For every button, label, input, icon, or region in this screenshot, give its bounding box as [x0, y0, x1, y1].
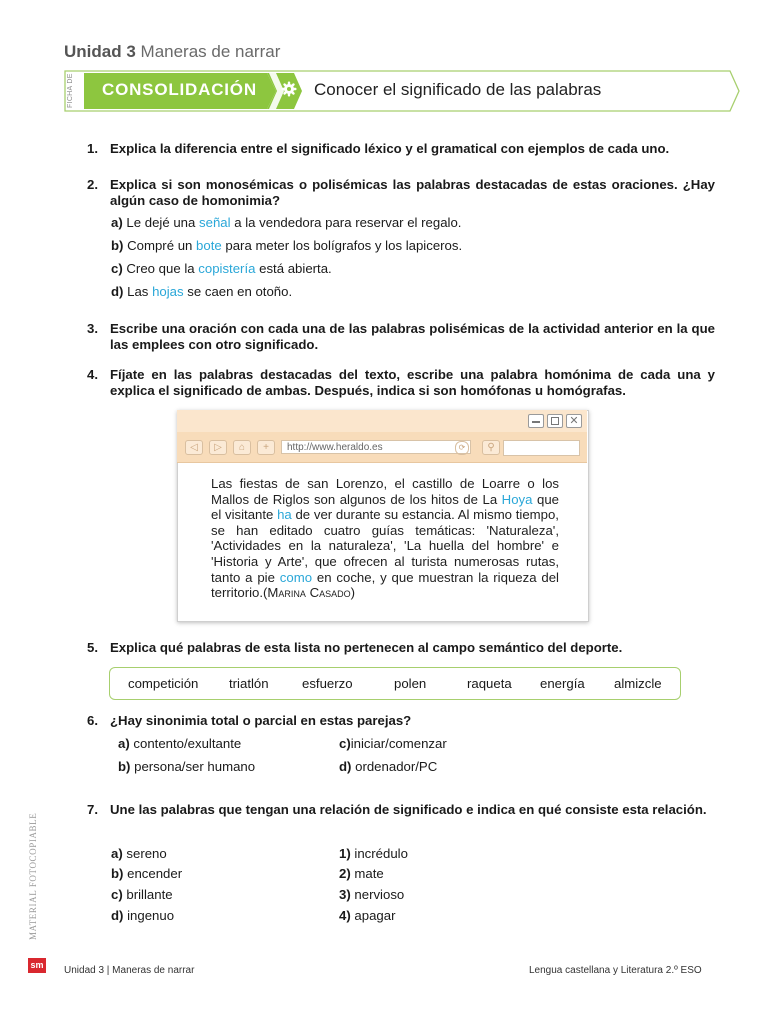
page-title: Conocer el significado de las palabras [314, 80, 602, 99]
question-text: Escribe una oración con cada una de las palabras polisémicas de la actividad anterior en la que las emplees con otro significado. [110, 321, 715, 352]
ficha-label: FICHA DE [67, 73, 74, 109]
forward-icon: ▷ [209, 440, 227, 455]
list-item: c) brillante [111, 887, 173, 902]
browser-search-field [503, 440, 580, 456]
publisher-logo: sm [28, 958, 46, 973]
question-text: ¿Hay sinonimia total o parcial en estas parejas? [110, 713, 412, 728]
question-7 [87, 802, 715, 834]
item-letter: a) [111, 846, 123, 861]
question-text: Fíjate en las palabras destacadas del texto, escribe una palabra homónima de cada una y explica el significado de ambas. Después, indica si son homófonas u homógrafas. [110, 367, 715, 398]
item-letter: b) [111, 866, 124, 881]
item-letter: a) [118, 736, 130, 751]
item-letter: 4) [339, 908, 351, 923]
question-number: 7. [87, 802, 98, 817]
highlighted-word: como [279, 569, 313, 585]
article-text: Las fiestas de san Lorenzo, el castillo de Loarre o los Mallos de Riglos son algunos de los hitos de La Hoya que el visitante ha de ver durante su estancia. Al mismo tiempo, se han editado cuatro guías temáticas: 'Naturaleza', 'Actividades en la naturaleza', 'La huella del hombre' e 'Historia y Arte', que ofrecen al turista numerosas rutas, tanto a pie como en coche, y que muestran la riqueza del territorio.(Marina Casado) [211, 476, 559, 601]
photocopiable-label: MATERIAL FOTOCOPIABLE [28, 812, 38, 940]
highlighted-word: Hoya [501, 491, 533, 507]
item-letter: 2) [339, 866, 351, 881]
question-number: 6. [87, 713, 98, 728]
item-letter: a) [111, 215, 123, 230]
word-item: competición [128, 676, 199, 691]
unit-name: Maneras de narrar [140, 42, 281, 61]
footer-unit: Unidad 3 | Maneras de narrar [64, 965, 195, 976]
question-6 [87, 713, 715, 729]
item-letter: d) [111, 908, 124, 923]
maximize-icon [547, 414, 563, 428]
list-item: b) persona/ser humano [118, 759, 256, 774]
browser-titlebar [177, 410, 587, 432]
minimize-icon [528, 414, 544, 428]
refresh-icon: ⟳ [455, 441, 469, 455]
list-item: d) ordenador/PC [339, 759, 438, 774]
question-2 [87, 177, 715, 209]
question-4 [87, 367, 715, 399]
question-3 [87, 321, 715, 353]
list-item: c)iniciar/comenzar [339, 736, 447, 751]
list-item: a) Le dejé una señal a la vendedora para reservar el regalo. [111, 215, 462, 230]
highlighted-word: señal [199, 215, 231, 230]
question-text: Explica qué palabras de esta lista no pertenecen al campo semántico del deporte. [110, 640, 623, 655]
question-number: 5. [87, 640, 98, 655]
home-icon: ⌂ [233, 440, 251, 455]
question-text: Explica la diferencia entre el significado léxico y el gramatical con ejemplos de cada uno. [110, 141, 670, 156]
close-icon: ✕ [566, 414, 582, 428]
item-letter: 3) [339, 887, 351, 902]
url-field: http://www.heraldo.es [281, 440, 471, 454]
question-number: 1. [87, 141, 98, 156]
list-item: 2) mate [339, 866, 384, 881]
list-item: b) encender [111, 866, 183, 881]
search-icon: ⚲ [482, 440, 500, 455]
article-author: Marina Casado [267, 585, 351, 601]
item-letter: c) [111, 887, 123, 902]
question-text: Une las palabras que tengan una relación de significado e indica en qué consiste esta relación. [110, 802, 707, 817]
word-item: triatlón [229, 676, 269, 691]
item-letter: b) [111, 238, 124, 253]
list-item: 3) nervioso [339, 887, 405, 902]
word-item: energía [540, 676, 585, 691]
highlighted-word: copistería [198, 261, 256, 276]
back-icon: ◁ [185, 440, 203, 455]
list-item: d) ingenuo [111, 908, 175, 923]
word-item: polen [394, 676, 427, 691]
word-item: almizcle [614, 676, 662, 691]
highlighted-word: ha [277, 507, 292, 523]
item-letter: c) [111, 261, 123, 276]
question-1 [87, 141, 715, 157]
unit-number: Unidad 3 [64, 42, 136, 61]
highlighted-word: bote [196, 238, 222, 253]
list-item: b) Compré un bote para meter los bolígrafos y los lapiceros. [111, 238, 463, 253]
list-item: a) sereno [111, 846, 167, 861]
gear-icon [280, 80, 298, 98]
footer-course: Lengua castellana y Literatura 2.º ESO [529, 965, 702, 976]
unit-title [64, 42, 280, 62]
item-letter: d) [111, 284, 124, 299]
list-item: c) Creo que la copistería está abierta. [111, 261, 332, 276]
item-letter: d) [339, 759, 352, 774]
question-number: 2. [87, 177, 98, 192]
list-item: d) Las hojas se caen en otoño. [111, 284, 293, 299]
word-item: esfuerzo [302, 676, 353, 691]
question-number: 4. [87, 367, 98, 382]
question-number: 3. [87, 321, 98, 336]
item-letter: 1) [339, 846, 351, 861]
list-item: 4) apagar [339, 908, 396, 923]
question-5 [87, 640, 715, 656]
list-item: a) contento/exultante [118, 736, 242, 751]
consolidacion-label: CONSOLIDACIÓN [102, 80, 257, 99]
highlighted-word: hojas [152, 284, 184, 299]
question-text: Explica si son monosémicas o polisémicas las palabras destacadas de estas oraciones. ¿Hay algún caso de homonimia? [110, 177, 715, 208]
add-icon: + [257, 440, 275, 455]
list-item: 1) incrédulo [339, 846, 408, 861]
word-item: raqueta [467, 676, 512, 691]
item-letter: b) [118, 759, 131, 774]
item-letter: c) [339, 736, 351, 751]
